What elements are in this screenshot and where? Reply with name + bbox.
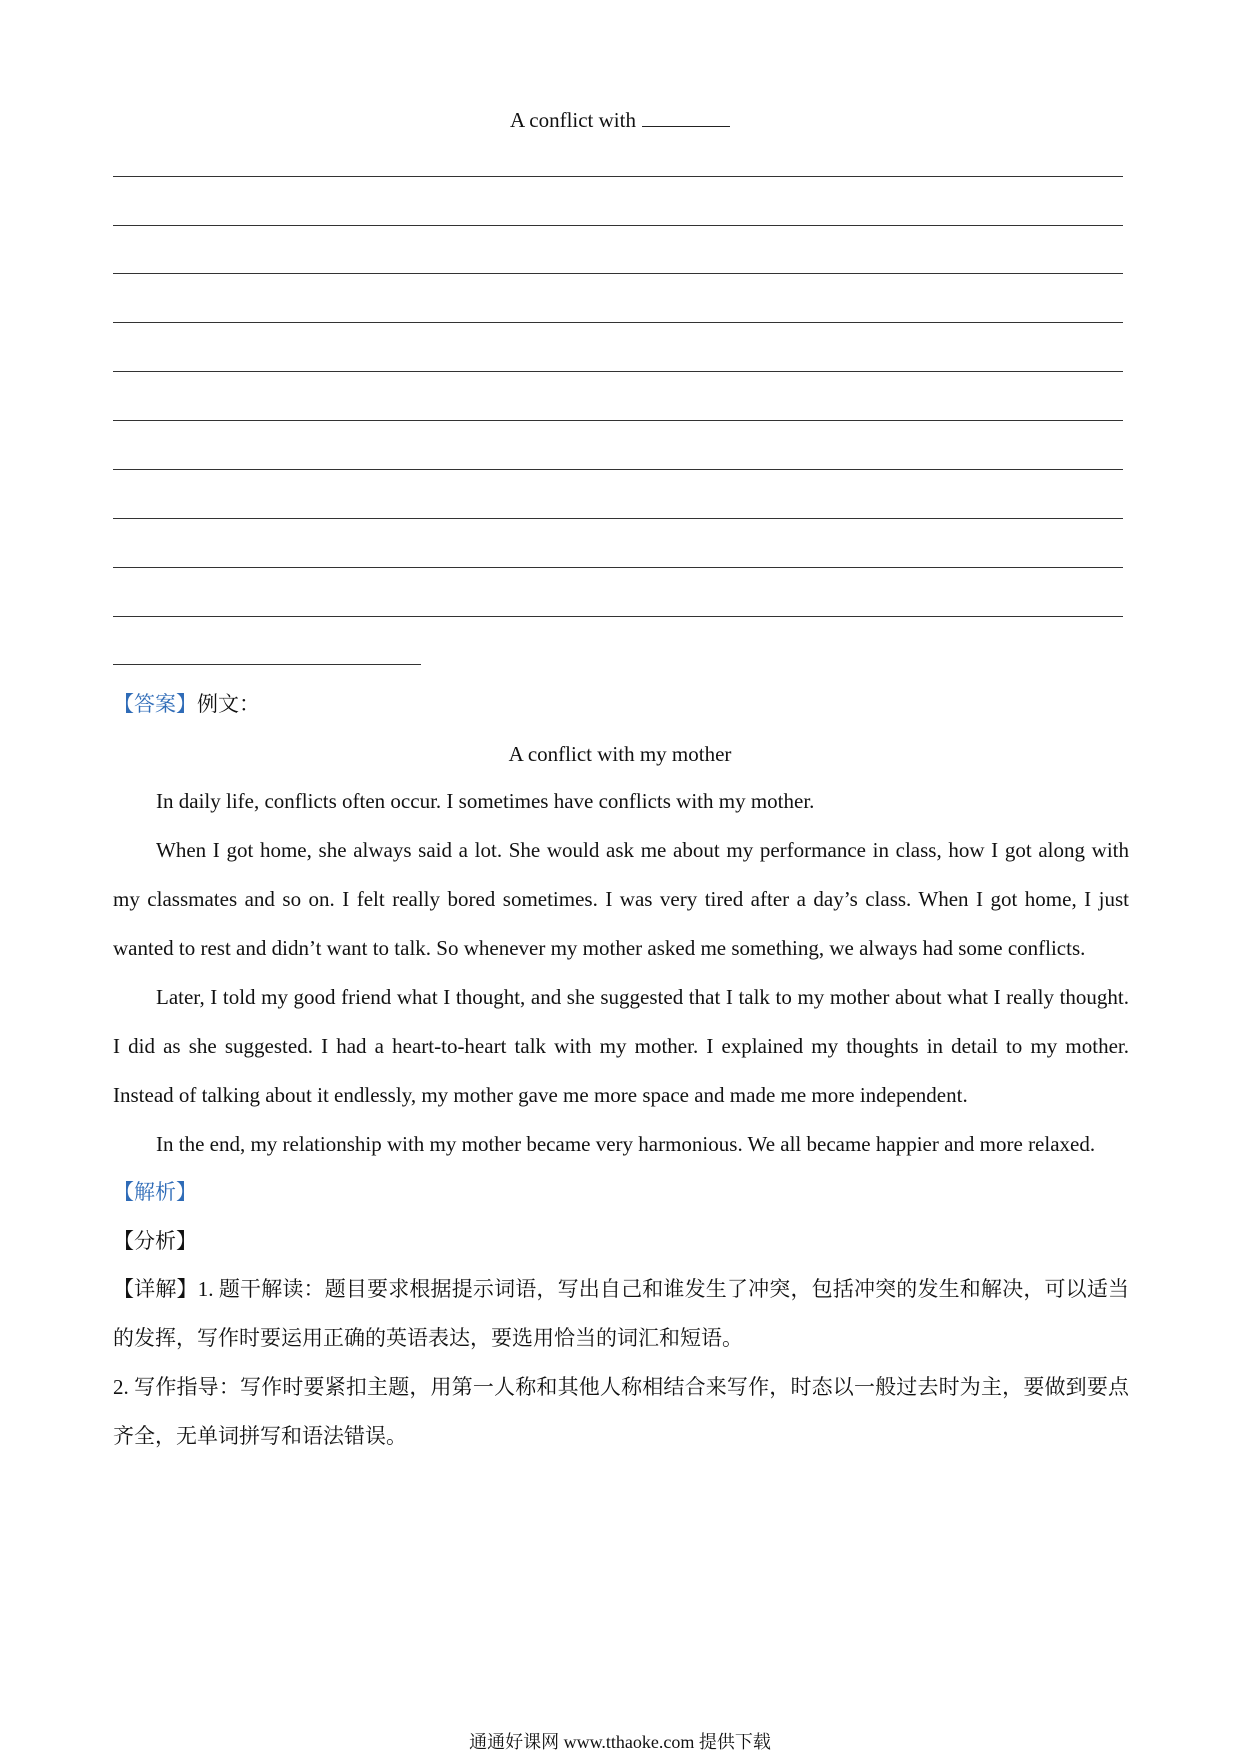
writing-line-short [113, 664, 421, 665]
page-footer: 通通好课网 www.tthaoke.com 提供下载 [469, 1732, 771, 1752]
writing-line [113, 225, 1123, 226]
essay-title: A conflict with my mother [508, 742, 732, 766]
essay-paragraph: In daily life, conflicts often occur. I sometimes have conflicts with my mother. [156, 789, 815, 813]
xiangjie-paragraph-2: 2. 写作指导：写作时要紧扣主题，用第一人称和其他人称相结合来写作，时态以一般过去时为主，要做到要点齐全，无单词拼写和语法错误。 [113, 1375, 1129, 1448]
title-blank [642, 108, 730, 127]
essay-paragraph: When I got home, she always said a lot. She would ask me about my performance in class, how I got along with my classmates and so on. I felt really bored sometimes. I was very tired after a day’s class. When I got home, I just wanted to rest and didn’t want to talk. So whenever my mother asked me something, we always had some conflicts. [113, 838, 1129, 960]
writing-prompt-title: A conflict with [0, 106, 1240, 134]
essay-paragraph: Later, I told my good friend what I thought, and she suggested that I talk to my mother about what I really thought. I did as she suggested. I had a heart-to-heart talk with my mother. I explained my thoughts in detail to my mother. Instead of talking about it endlessly, my mother gave me more space and made me more independent. [113, 985, 1129, 1107]
xiangjie-paragraph: 【详解】1. 题干解读：题目要求根据提示词语，写出自己和谁发生了冲突，包括冲突的发生和解决，可以适当的发挥，写作时要运用正确的英语表达，要选用恰当的词汇和短语。 [113, 1277, 1130, 1350]
jiexi-heading: 【解析】 [113, 1180, 197, 1204]
writing-line [113, 371, 1123, 372]
writing-line [113, 273, 1123, 274]
fenxi-heading: 【分析】 [113, 1229, 197, 1253]
writing-line [113, 322, 1123, 323]
answer-heading: 【答案】例文： [113, 692, 260, 716]
answer-label: 【答案】 [113, 692, 197, 716]
writing-line [113, 518, 1123, 519]
writing-line [113, 616, 1123, 617]
writing-line [113, 567, 1123, 568]
writing-line [113, 469, 1123, 470]
essay-paragraph: In the end, my relationship with my mother became very harmonious. We all became happier and more relaxed. [156, 1132, 1096, 1156]
writing-line [113, 176, 1123, 177]
writing-line [113, 420, 1123, 421]
